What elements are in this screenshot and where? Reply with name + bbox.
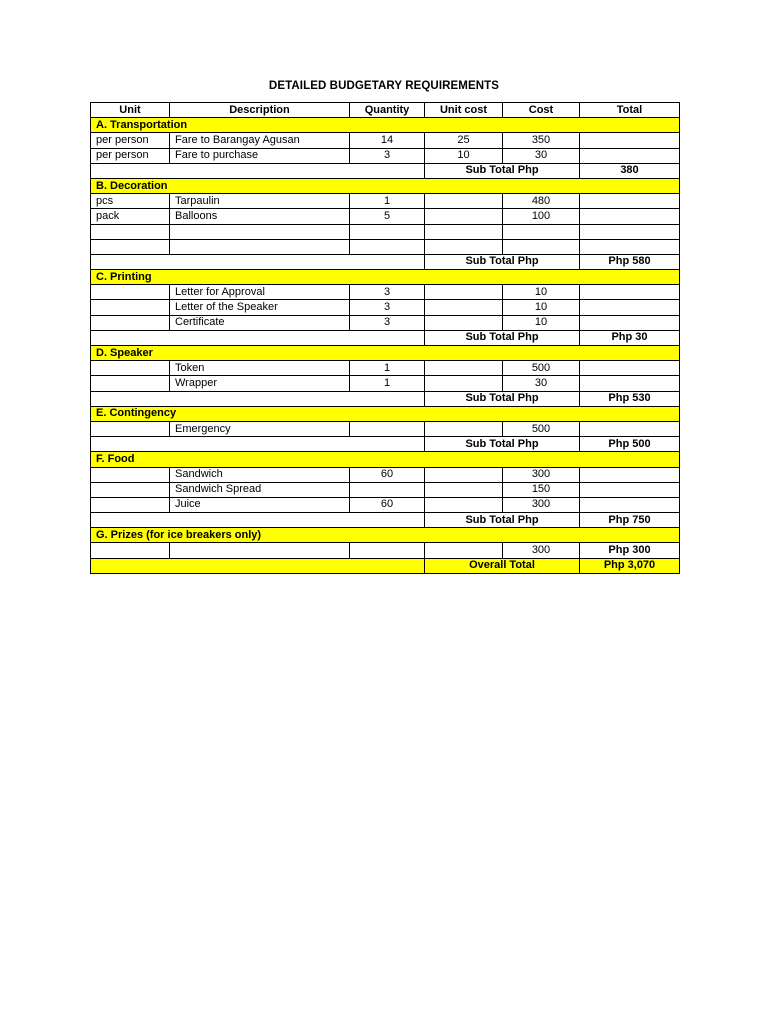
subtotal-value: Php 580 <box>580 254 680 269</box>
total-cell <box>580 497 680 512</box>
subtotal-row <box>91 437 680 452</box>
table-row <box>91 133 680 148</box>
table-row <box>91 209 680 224</box>
page-title: DETAILED BUDGETARY REQUIREMENTS <box>268 80 500 92</box>
table-row <box>91 315 680 330</box>
unit-cost-cell <box>425 239 503 254</box>
unit-cost-cell <box>425 361 503 376</box>
section-header-row <box>91 270 680 285</box>
header-row <box>91 103 680 118</box>
table-row <box>91 421 680 436</box>
subtotal-row <box>91 330 680 345</box>
quantity-cell: 60 <box>350 467 425 482</box>
description-cell: Certificate <box>170 315 350 330</box>
cost-cell: 150 <box>503 482 580 497</box>
unit-cost-cell <box>425 421 503 436</box>
unit-cell <box>91 315 170 330</box>
subtotal-blank <box>91 391 425 406</box>
total-cell <box>580 209 680 224</box>
description-cell: Wrapper <box>170 376 350 391</box>
overall-total-label: Overall Total <box>425 558 580 573</box>
table-row <box>91 543 680 558</box>
table-row <box>91 497 680 512</box>
quantity-cell: 5 <box>350 209 425 224</box>
description-cell: Token <box>170 361 350 376</box>
subtotal-row <box>91 254 680 269</box>
subtotal-label: Sub Total Php <box>425 254 580 269</box>
subtotal-label: Sub Total Php <box>425 391 580 406</box>
section-header-row <box>91 452 680 467</box>
quantity-cell: 14 <box>350 133 425 148</box>
cost-cell: 30 <box>503 376 580 391</box>
description-cell: Letter of the Speaker <box>170 300 350 315</box>
subtotal-value: Php 750 <box>580 513 680 528</box>
section-label: D. Speaker <box>91 346 680 361</box>
unit-cost-cell <box>425 224 503 239</box>
total-cell: Php 300 <box>580 543 680 558</box>
unit-cost-cell: 10 <box>425 148 503 163</box>
overall-blank <box>91 558 425 573</box>
total-cell <box>580 133 680 148</box>
cost-cell: 100 <box>503 209 580 224</box>
section-label: G. Prizes (for ice breakers only) <box>91 528 680 543</box>
column-header: Quantity <box>350 103 425 118</box>
unit-cost-cell <box>425 194 503 209</box>
unit-cell <box>91 376 170 391</box>
description-cell <box>170 543 350 558</box>
description-cell: Sandwich Spread <box>170 482 350 497</box>
unit-cost-cell <box>425 209 503 224</box>
total-cell <box>580 239 680 254</box>
total-cell <box>580 482 680 497</box>
unit-cost-cell <box>425 285 503 300</box>
cost-cell: 300 <box>503 543 580 558</box>
subtotal-blank <box>91 330 425 345</box>
unit-cell: per person <box>91 148 170 163</box>
unit-cell <box>91 467 170 482</box>
description-cell: Tarpaulin <box>170 194 350 209</box>
subtotal-row <box>91 163 680 178</box>
table-row <box>91 376 680 391</box>
description-cell: Emergency <box>170 421 350 436</box>
cost-cell <box>503 239 580 254</box>
section-label: C. Printing <box>91 270 680 285</box>
quantity-cell: 3 <box>350 300 425 315</box>
subtotal-value: Php 30 <box>580 330 680 345</box>
quantity-cell <box>350 224 425 239</box>
column-header: Total <box>580 103 680 118</box>
total-cell <box>580 421 680 436</box>
cost-cell: 500 <box>503 421 580 436</box>
table-row <box>91 467 680 482</box>
cost-cell: 10 <box>503 285 580 300</box>
section-label: F. Food <box>91 452 680 467</box>
unit-cell <box>91 543 170 558</box>
cost-cell: 10 <box>503 300 580 315</box>
total-cell <box>580 361 680 376</box>
unit-cell <box>91 361 170 376</box>
budget-table <box>90 102 680 574</box>
unit-cell <box>91 482 170 497</box>
subtotal-blank <box>91 163 425 178</box>
section-label: A. Transportation <box>91 118 680 133</box>
description-cell: Balloons <box>170 209 350 224</box>
table-row <box>91 239 680 254</box>
column-header: Unit <box>91 103 170 118</box>
column-header: Description <box>170 103 350 118</box>
cost-cell: 300 <box>503 467 580 482</box>
quantity-cell: 3 <box>350 315 425 330</box>
table-row <box>91 361 680 376</box>
overall-total-value: Php 3,070 <box>580 558 680 573</box>
quantity-cell: 3 <box>350 285 425 300</box>
subtotal-label: Sub Total Php <box>425 513 580 528</box>
unit-cell: per person <box>91 133 170 148</box>
subtotal-blank <box>91 437 425 452</box>
subtotal-blank <box>91 254 425 269</box>
unit-cost-cell <box>425 315 503 330</box>
unit-cost-cell <box>425 482 503 497</box>
section-header-row <box>91 346 680 361</box>
subtotal-blank <box>91 513 425 528</box>
overall-total-row <box>91 558 680 573</box>
total-cell <box>580 148 680 163</box>
cost-cell: 480 <box>503 194 580 209</box>
cost-cell: 10 <box>503 315 580 330</box>
section-label: B. Decoration <box>91 178 680 193</box>
section-header-row <box>91 406 680 421</box>
unit-cost-cell <box>425 376 503 391</box>
section-header-row <box>91 528 680 543</box>
table-row <box>91 148 680 163</box>
unit-cell <box>91 224 170 239</box>
total-cell <box>580 285 680 300</box>
description-cell: Sandwich <box>170 467 350 482</box>
unit-cost-cell <box>425 467 503 482</box>
quantity-cell: 60 <box>350 497 425 512</box>
unit-cost-cell <box>425 497 503 512</box>
quantity-cell <box>350 482 425 497</box>
column-header: Unit cost <box>425 103 503 118</box>
description-cell: Fare to Barangay Agusan <box>170 133 350 148</box>
cost-cell: 500 <box>503 361 580 376</box>
subtotal-value: Php 530 <box>580 391 680 406</box>
subtotal-value: Php 500 <box>580 437 680 452</box>
total-cell <box>580 467 680 482</box>
table-row <box>91 224 680 239</box>
section-header-row <box>91 178 680 193</box>
total-cell <box>580 315 680 330</box>
unit-cell <box>91 239 170 254</box>
description-cell: Letter for Approval <box>170 285 350 300</box>
section-label: E. Contingency <box>91 406 680 421</box>
section-header-row <box>91 118 680 133</box>
unit-cell <box>91 421 170 436</box>
subtotal-label: Sub Total Php <box>425 163 580 178</box>
description-cell <box>170 224 350 239</box>
quantity-cell: 3 <box>350 148 425 163</box>
unit-cell <box>91 300 170 315</box>
cost-cell: 30 <box>503 148 580 163</box>
cost-cell <box>503 224 580 239</box>
quantity-cell <box>350 543 425 558</box>
unit-cell <box>91 285 170 300</box>
table-row <box>91 285 680 300</box>
subtotal-label: Sub Total Php <box>425 330 580 345</box>
total-cell <box>580 224 680 239</box>
description-cell <box>170 239 350 254</box>
unit-cell <box>91 497 170 512</box>
unit-cost-cell <box>425 300 503 315</box>
total-cell <box>580 194 680 209</box>
quantity-cell: 1 <box>350 376 425 391</box>
unit-cost-cell <box>425 543 503 558</box>
description-cell: Fare to purchase <box>170 148 350 163</box>
total-cell <box>580 376 680 391</box>
table-row <box>91 300 680 315</box>
table-row <box>91 194 680 209</box>
quantity-cell: 1 <box>350 194 425 209</box>
subtotal-row <box>91 513 680 528</box>
quantity-cell: 1 <box>350 361 425 376</box>
description-cell: Juice <box>170 497 350 512</box>
unit-cell: pack <box>91 209 170 224</box>
subtotal-label: Sub Total Php <box>425 437 580 452</box>
total-cell <box>580 300 680 315</box>
column-header: Cost <box>503 103 580 118</box>
unit-cost-cell: 25 <box>425 133 503 148</box>
subtotal-value: 380 <box>580 163 680 178</box>
subtotal-row <box>91 391 680 406</box>
unit-cell: pcs <box>91 194 170 209</box>
cost-cell: 300 <box>503 497 580 512</box>
quantity-cell <box>350 239 425 254</box>
cost-cell: 350 <box>503 133 580 148</box>
quantity-cell <box>350 421 425 436</box>
table-row <box>91 482 680 497</box>
